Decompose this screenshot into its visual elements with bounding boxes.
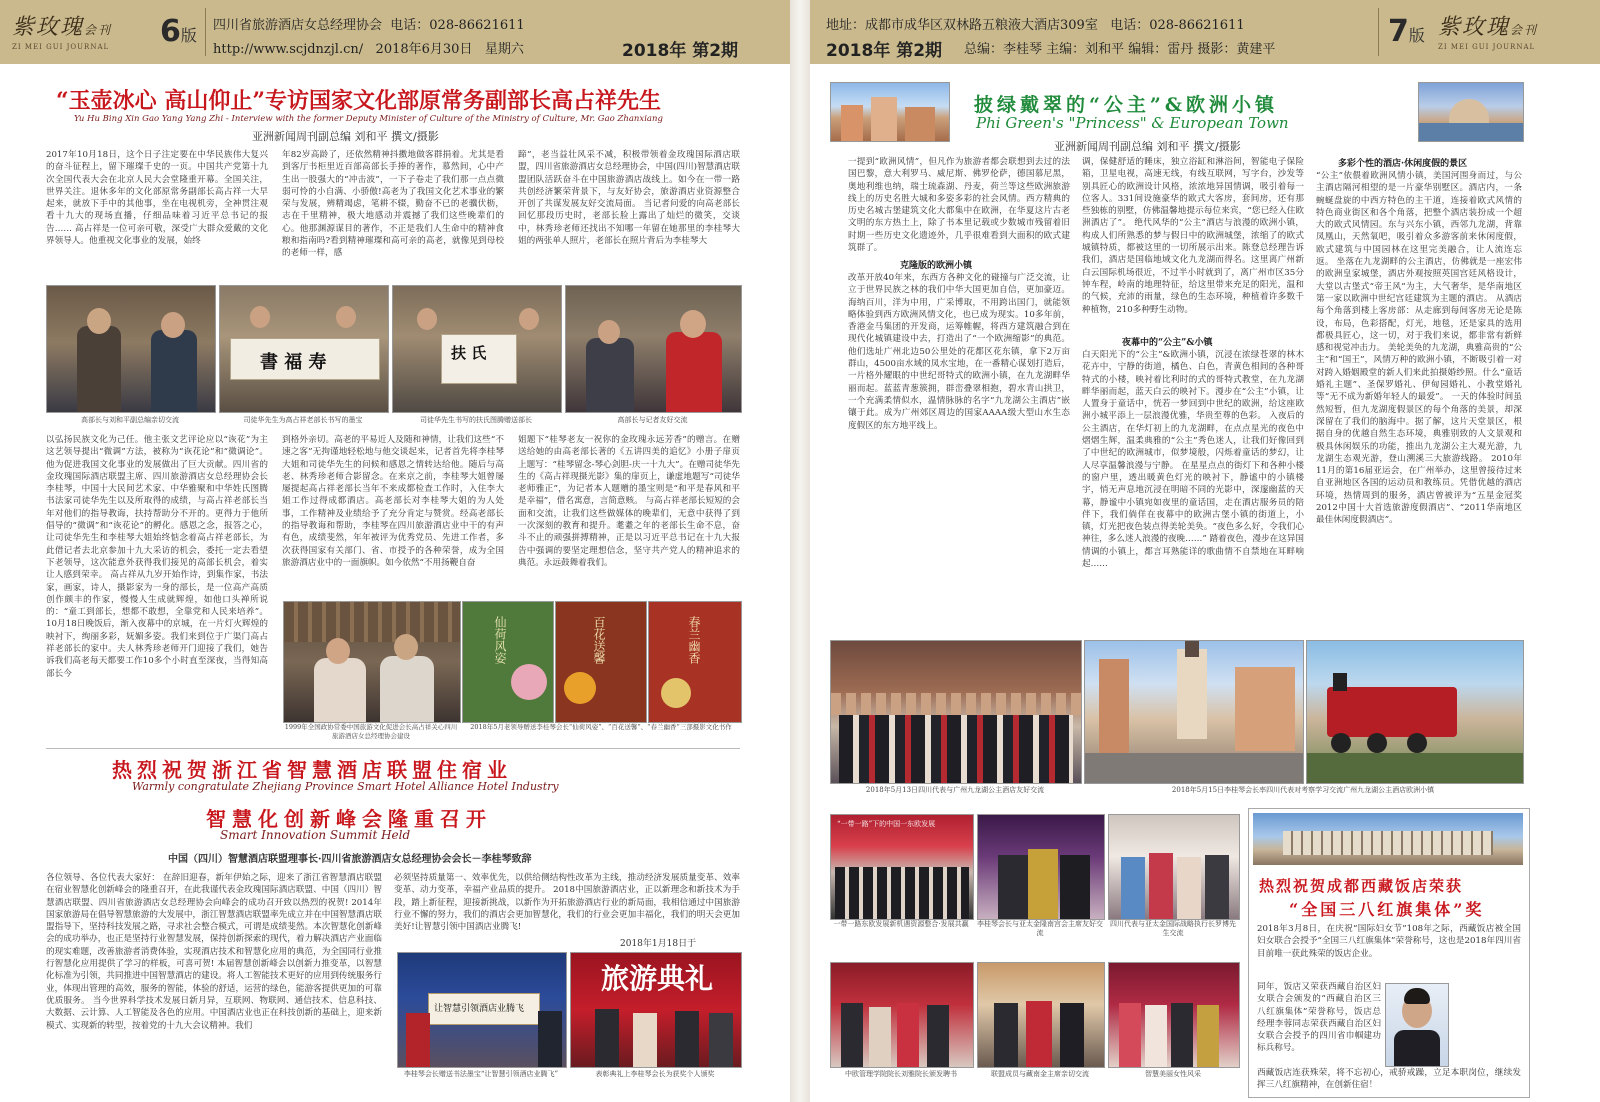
article-column: 以弘扬民族文化为己任。他主张文艺评论应以“诙花”为主这艺领导提出“微调”方法，被称为“诙花论”和“微调论”。他为促进我国文化事业的发展做出了巨大贡献。四川省的金玫瑰国际酒店联盟主席、四川旅游酒店女总经理协会长李桂琴，中国十大民间艺术家、中华雅聚和中华姓氏图腾书法家司徒华先生以及所取得的成绩，与高占祥老部长当年对他们的指导教诲，扶持帮助分不开的。更得力于他所倡导的“微调”和“诙花论”的孵化。感恩之念，报答之心，让司徒华先生和李桂琴大姐始终惦念着高占祥老部长，为此借记者去北京参加十九大采访的机会，委托一定去看望下老领导，这次能意外获得我们接见的高部长机会，着实让人感到荣幸。 高占祥从九岁开始作诗，到集作家，书法家，画家，诗人，摄影家为一身的部长，是一位高产高质创作颇丰的作家，慢慢人生成就辉煌，如他口头禅所说的：“童工到部长，想都不敢想，全靠党和人民来培养”。 10月18日晚饭后，渐入夜幕中的京城，在一片灯火辉煌的映衬下，绚丽多彩，妩媚多姿。我们来到位于广渠门高占祥老部长的家中。夫人林秀珍老师开门迎接了我们，她告诉我们高老每天都要工作10多个小时直至深夜，当得知高部长今 bbox=[46, 435, 268, 679]
article-title: 智慧化创新峰会隆重召开 bbox=[206, 807, 492, 831]
staff-info: 总编：李桂琴 主编：刘和平 编辑：雷丹 摄影：黄建平 bbox=[964, 42, 1276, 57]
article-column: 调，保健舒适的睡床，独立浴缸和淋浴间，智能电子保险箱，卫星电视，高速无线，有线互联网，写字台，沙发等别具匠心的欧洲设计风格，浓浓地异国情调，吸引着每一位客人。331间设施豪华的欧式大客房，套间房，还有那些独栋的别墅，仿佛温馨地提示每位来宾，“您已经入住欧洲酒店了”。 绝代风华的“公主”酒店与浪漫的欧洲小镇，构成人们所熟悉的梦与假日中的欧洲城堡，浓缩了的欧式城镇特质，都被这里的一切所展示出来。陈登总经理告诉我们，酒店是国临地域文化九龙湖而得名。这里离广州新白云国际机场很近，不过半小时就到了，离广州市区35分钟车程，岭南的地理特征，给这里带来充足的阳光，温和的气候，充沛的雨量，绿色的生态环境，种植着许多数千种植物，210多种野生动物。 bbox=[1082, 157, 1304, 315]
article-title: 热烈祝贺浙江省智慧酒店联盟住宿业 bbox=[112, 758, 512, 782]
photo-caption: 表彰典礼上李桂琴会长为获奖个人颁奖 bbox=[595, 1070, 715, 1078]
article-text: 2018年3月8日，在庆祝“国际妇女节”108年之际，西藏饭店被全国妇女联合会授予“全国三八红旗集体”荣誉称号，这也是2018年四川省目前唯一获此殊荣的饭店企业。 bbox=[1257, 924, 1521, 959]
page-number: 7版 bbox=[1388, 14, 1425, 49]
article-title: “全国三八红旗集体”奖 bbox=[1289, 900, 1485, 919]
left-page-header bbox=[0, 0, 790, 64]
photo-grid-item: “一带一路”下的中国一东欧发展 bbox=[830, 814, 974, 920]
article-column: 白天阳光下的“公主”&欧洲小镇，沉浸在浓绿苍翠的林木花卉中，宁静的街道，橘色、白色，青黄色相间的各种哥特式的小楼，映衬着比利时的式的哥特式教堂，在九龙湖畔华丽而起，蓝天白云的映衬下。漫步在“公主”小镇，让人置身于童话中，恍若一梦回到中世纪的欧洲，给这座欧洲小城平添上一层浪漫优雅，华贵至尊的色彩。 入夜后的公主酒店，在华灯初上的九龙湖畔，在点点星光的夜色中熠熠生辉，温柔典雅的“公主”秀色迷人，让我们好像回到了中世纪的欧洲城市，似梦境般，闪烁着童话的梦幻，让人尽享温馨浪漫与宁静。 在星星点点的街灯下和各种小楼的窗户里，透出暖黄色灯光的映衬下，静谧中的小镇楼宇，悄无声息地沉浸在明暗不同的光影中，深邃幽蓝的天幕，静谧中小镇宛如夜里的童话国，走在酒店服务员的陪伴下，我们倘佯在夜幕中的欧洲古堡小镇的街道上，小镇，灯光把夜色装点得美轮美奂。“夜色多么好，令我们心神往，多么迷人浪漫的夜晚……” 踏着夜色，漫步在这异国情调的小镇上，都言耳熟能详的歌曲情不自禁地在耳畔响起…… bbox=[1082, 350, 1304, 570]
article-subtitle: Phi Green's "Princess" & European Town bbox=[976, 114, 1289, 132]
article-column: 姐题下“桂琴老友一祝你的金玫瑰永远芳香”的赠言。在赠送给她的由高老部长著的《五讲四美的追忆》小册子扉页上题写：“桂琴留念-琴心剑胆-庆一十九大”。在赠司徒华先生的《高占祥现摄光影》集的扉页上，谦虚地题写“司徒华老师雅正”，为记者本人题赠的墨宝则是“和平是春风和平是幸福”，借名寓意，言简意赅。 与高占祥老部长短短的会面和交流，让我们这些做媒体的晚辈们，无意中获得了到一次深刻的教育和提升。耄耋之年的老部长生命不息，奋斗不止的顽强拼搏精神，正是以习近平总书记在十九大报告中强调的要坚定理想信念，坚守共产党人的精神追求的典范。永远鼓舞着我们。 bbox=[518, 435, 740, 568]
city-thumbnail bbox=[1418, 82, 1524, 142]
section-divider bbox=[46, 748, 740, 749]
issue-label: 2018年 第2期 bbox=[826, 41, 943, 61]
issue-label: 2018年 第2期 bbox=[622, 41, 739, 61]
section-heading: 克隆版的欧洲小镇 bbox=[900, 261, 973, 271]
page-number: 6版 bbox=[160, 14, 197, 49]
photo-caption: 智慧美丽女性风采 bbox=[1145, 1070, 1201, 1078]
photo-grid-item bbox=[830, 962, 974, 1068]
photo-caption: 2018年5月13日四川代表与广州九龙湖公主酒店友好交流 bbox=[865, 786, 1045, 794]
article-byline: 中国（四川）智慧酒店联盟理事长·四川省旅游酒店女总经理协会会长－李桂琴致辞 bbox=[168, 854, 532, 865]
photo-award-ceremony: 旅游典礼 bbox=[570, 952, 742, 1068]
article-subtitle: Smart Innovation Summit Held bbox=[220, 828, 411, 842]
article-title: 热烈祝贺成都西藏饭店荣获 bbox=[1259, 877, 1464, 895]
left-page bbox=[0, 0, 790, 1102]
photo-reporter bbox=[565, 285, 742, 413]
photo-caption: 四川代表与亚太金国际战略执行长罗博先生交流 bbox=[1110, 920, 1236, 937]
article-subtitle: Warmly congratulate Zhejiang Province Smart Hotel Alliance Hotel Industry bbox=[132, 780, 559, 793]
header-divider bbox=[205, 8, 206, 56]
address-info: 地址：成都市成华区双林路五粮液大酒店309室 电话：028-86621611 bbox=[826, 18, 1245, 33]
photo-grid-item bbox=[1108, 814, 1240, 920]
article-column: 蹄”，老当益壮风采不减，积极带领着金玫瑰国际酒店联盟，四川省旅游酒店女总经理协会，中国(四川)智慧酒店联盟团队活跃奋斗在中国旅游酒店战线上。如今在一带一路共创经济繁荣背景下，与友好协会，旅游酒店业资源整合开创了共谋发展友好交流局面。 当记者问爱的向高老部长回忆那段历史时，老部长脸上露出了灿烂的微笑，交谈中，林秀珍老师还找出不知哪一年留在她那里的李桂琴大姐的两张单人照片，老部长在照片背后为李桂琴大 bbox=[518, 150, 740, 247]
article-text: 西藏饭店连获殊荣，将不忘初心，戒骄戒躁，立足本职岗位，继续发挥三八红旗精神，在创新住宿！ bbox=[1257, 1068, 1521, 1091]
article-column: “公主”依偎着欧洲风情小镇，美国河围身而过，与公主酒店隔河相望的是一片豪华别墅区。酒店内，一条蜿蜒盘旋的中西方特色的主干道，连接着欧式风情的特色商业街区和各个角落，把整个酒店装扮成一个超大的欧式风情园。东与兴东小镇，西邻九龙湖，背靠凤凰山，天然氧吧，吸引着众多游客前来休闲度假，欧式建筑与中国园林在这里完美融合，让人流连忘返。 坐落在九龙湖畔的公主酒店，仿佛就是一座宏伟的欧洲皇家城堡，酒店外观按照英国宫廷风格设计，大堂以古堡式“帝王风”为主，大气奢华，是华南地区第一家以欧洲中世纪宫廷建筑为主题的酒店。 从酒店每个角落到楼上客房部：从走廊到每间客房无论是陈设，布局，色彩搭配，灯光，地毯，还是家具的选用都极具匠心，这一切，对于我们来说，都非常有新鲜感和视觉冲击力。 美轮美奂的九龙湖，典雅高贵的“公主”和“国王”，风情万种的欧洲小镇，不断吸引着一对对跨入婚姻殿堂的新人们来此拍摄婚纱照。什么“童话婚礼主题”、圣保罗婚礼、伊甸园婚礼、小教堂婚礼等“无不成为新婚年轻人的最爱”。 一天的体验时间虽然短暂，但九龙湖度假景区的每个角落的美景，却深深留在了我们的脑海中。据了解，这片天堂景区，根据自身的优越自然生态环境，典雅别致的人文景观和极具休闲娱乐的功能，推出九龙湖公主大观光游，九龙湖生态观光游，登山溯溪三大旅游线路。 2010年11月的第16届亚运会，在广州举办，这里曾接待过来自亚洲地区各国的运动员和教练员。凭借优越的酒店环境，热情周到的服务，酒店曾被评为“五星金冠奖2012中国十大首选旅游度假酒店”、“2011华南地区最佳休闲度假酒店”。 bbox=[1316, 171, 1522, 526]
section-heading: 夜幕中的“公主”&小镇 bbox=[1122, 338, 1213, 348]
award-box bbox=[1248, 808, 1530, 1098]
article-date: 2018年1月18日于 bbox=[620, 939, 697, 949]
photo-totem-gift: 扶 氏 bbox=[392, 285, 562, 413]
photo-caption: 司徒华先生书写的扶氏图腾赠送部长 bbox=[420, 416, 532, 424]
article-title: “玉壶冰心 高山仰止”专访国家文化部原常务副部长高占祥先生 bbox=[56, 88, 661, 114]
article-column: 改革开放40年来，东西方各种文化的碰撞与广泛交流，让立于世界民族之林的我们中华大国更加自信，更加豪迈。海纳百川，洋为中用，广采博取，不用跨出国门，就能领略体验到西方欧洲风情文化，也已成为现实。10多年前，香港金马集团的开发商，运筹帷幄，将西方建筑融合到在现代化城镇建设中去，打造出了“一个欧洲缩影”的典范。他们选址广州北边50公里处的花都区花东镇，拿下2万亩群山，4500亩水域的凤水宝地，在一番精心谋划打造后，一片格外耀眼的中世纪哥特式的欧洲小镇，在九龙湖畔华丽而起。蓝蓝青葱簇拥，群峦叠翠相抱，碧水青山拱卫，一个充满柔情似水，温情脉脉的名字“九龙湖公主酒店”嵌镶于此。成为广州郊区周边的国家AAAA级大型山水生态度假区的东方地平线上。 bbox=[848, 273, 1070, 431]
association-info: 四川省旅游酒店女总经理协会 电话：028-86621611 bbox=[213, 18, 525, 33]
header-divider bbox=[1378, 8, 1379, 56]
town-thumbnail bbox=[830, 82, 950, 142]
right-page bbox=[810, 0, 1600, 1102]
photo-caption: 2018年5月老领导赠送李桂琴会长“仙荷风姿”、“百花送馨”、“春兰幽香”三部摄影文化书作 bbox=[470, 723, 732, 731]
photo-caption: 高部长与记者友好交流 bbox=[617, 416, 688, 424]
book-cover-flowers: 百花送馨 bbox=[555, 601, 647, 723]
photo-sightseeing-train bbox=[1306, 640, 1524, 784]
section-heading: 多彩个性的酒店·休闲度假的景区 bbox=[1338, 159, 1468, 169]
photo-group-exchange bbox=[830, 640, 1082, 784]
article-column: 年82岁高龄了，还依然精神抖擞地做客群捐着。尤其是看到客厅书柜里近百部高部长手捧的著作，慕然间，心中产生出一股强大的“冲击波”，一下子卷走了我们那一点点微弱可怜的小自满、小骄傲!高老为了我国文化艺术事业的繁荣与发展，辨精竭虑，笔耕不辍，勤奋不已的老骥伏枥，志在千里精神，极大地感动并震撼了我们这些晚辈们的心。他那渊源谋目的著作，不正是我们人生命中的精神食粮和指南吗?看到精神璀璨和高可亲的高老，就像见到母校的老师一样，感 bbox=[282, 150, 504, 259]
photo-caption: 中欧管理学院院长刘雅院长颁发聘书 bbox=[845, 1070, 957, 1078]
book-cover-orchid: 春兰幽香 bbox=[648, 601, 742, 723]
photo-grid-item bbox=[1108, 962, 1240, 1068]
manager-portrait bbox=[1385, 983, 1449, 1067]
photo-calligraphy-presentation: 让智慧引领酒店业腾飞 bbox=[397, 952, 567, 1068]
article-column: 各位领导、各位代表大家好： 在辞旧迎春，新年伊始之际，迎来了浙江省智慧酒店联盟在宿业智慧化创新峰会的隆重召开，在此我谨代表金玫瑰国际酒店联盟、中国（四川）智慧酒店联盟、四川省旅游酒店女总经理协会向峰会的成功召开致以热烈的祝贺! 2014年国家旅游局在倡导智慧旅游的大发展中，浙江智慧酒店联盟率先成立并在中国智慧酒店联盟指导下，坚持科技发展之路，寻求社会整合模式，可谓是成绩斐然。本次智慧化创新峰会的成功举办，也正是坚持行业智慧发展，保持创新探索的现代，着力解决酒店产业面临的现实难题，改善旅游者消费体验，实现酒店技术和智慧化应用的典范，为全国同行业推行智慧化应用提供了学习的样板，可喜可贺! 本届智慧创新峰会以创新力推变革，以智慧化标准为引领，共同推进中国智慧酒店的建设。将人工智能技术更好的应用到传统服务行业，体现出管理的高效，服务的智能，体验的舒适，运营的绿色，能游客提供更加的可靠优质服务。 当今世界科学技术发展日新月异，互联网、物联网、通信技术、信息科技、大数据、云计算、人工智能及各色的应用。中国酒店业也正在科技创新的基础上，迎来新模式、实现新的转型，按着党的十九大会议精神。我们 bbox=[46, 873, 382, 1031]
article-byline: 亚洲新闻周刊副总编 刘和平 撰文/摄影 bbox=[252, 130, 439, 143]
article-column: 一提到“欧洲风情”，但凡作为旅游者都会联想到去过的法国巴黎，意大利罗马、威尼斯、佛罗伦萨，德国慕尼黑，奥地利维也纳，瑞士琉森湖、丹麦，荷兰等这些欧洲旅游线上的历史名胜大城和多姿多彩的社会风情。西方精典的历史名城古堡建筑文化大都集中在欧洲，在华夏这片古老文明的东方热土上，除了书本里记载或少数城市残留着旧时期一些历史文化遗迹外，几乎很难看到大面积的欧式建筑群了。 bbox=[848, 157, 1070, 254]
photo-european-street bbox=[1084, 640, 1304, 784]
photo-caption: 一带一路东欧发展新机遇资源整合·发展共赢 bbox=[833, 920, 969, 928]
article-byline: 亚洲新闻周刊副总编 刘和平 撰文/摄影 bbox=[1054, 140, 1241, 153]
article-subtitle: Yu Hu Bing Xin Gao Yang Yang Zhi - Interview with the former Deputy Minister of Culture of the Ministry of Culture, Mr. Gao Zhanxiang bbox=[74, 114, 663, 124]
photo-caption: 李桂琴会长与亚太金隆南宫会主席友好交流 bbox=[977, 920, 1103, 937]
article-text: 同年，饭店又荣获西藏自治区妇女联合会颁发的“西藏自治区三八红旗集体”荣誉称号，饭店总经理李蓉同志荣获西藏自治区妇女联合会授予的四川省巾帼建功标兵称号。 bbox=[1257, 982, 1381, 1054]
photo-caption: 高部长与刘和平副总编亲切交流 bbox=[81, 416, 179, 424]
journal-logo: 紫玫瑰会刊 ZI MEI GUI JOURNAL bbox=[12, 15, 113, 51]
photo-calligraphy-gift: 書 福 寿 bbox=[219, 285, 389, 413]
article-title: 披绿戴翠的“公主”&欧洲小镇 bbox=[974, 94, 1279, 116]
hotel-photo bbox=[1253, 813, 1523, 865]
article-column: 到格外亲切。高老的平易近人及随和神情，让我们这些“不速之客”无拘谨地轻松地与他交谈起来，记者首先将李桂琴大姐和司徒华先生的问候和感恩之情转达给他。随后与高老、林秀珍老师合影留念。在来京之前，李桂琴大姐曾屡屡提起高占祥老部长当年不来成都检查工作时，入住李大姐工作过得成都酒店。高老部长对李桂琴大姐的为人处事，工作精神及业绩给予了充分肯定与赞赏。经高老部长的指导教诲和帮助，李桂琴在四川旅游酒店业中干的有声有色，成绩斐然，年年被评为优秀党员、先进工作者，多次获得国家有关部门、省、市授予的各种荣誉，成为全国旅游酒店业中的一面旗帜。如今依然“不用扬鞭自奋 bbox=[282, 435, 504, 568]
photo-caption: 司徒华先生为高占祥老部长书写的墨宝 bbox=[243, 416, 363, 424]
photo-interview bbox=[46, 285, 216, 413]
photo-caption: 1999年全国政协常委中国旅游文化促进会长高占祥关心四川旅游酒店女总经理协会建设 bbox=[284, 723, 458, 740]
book-cover-lotus: 仙荷风姿 bbox=[462, 601, 554, 723]
photo-caption: 联盟成员与藏南金主席亲切交流 bbox=[991, 1070, 1089, 1078]
photo-1999-meeting bbox=[283, 601, 461, 723]
journal-logo: 紫玫瑰会刊 ZI MEI GUI JOURNAL bbox=[1438, 15, 1539, 51]
photo-caption: 2018年5月15日李桂琴会长率四川代表对考察学习交流广州九龙湖公主酒店欧洲小镇 bbox=[1171, 786, 1435, 794]
website-date: http://www.scjdnzjl.cn/ 2018年6月30日 星期六 bbox=[213, 42, 524, 57]
photo-grid-item bbox=[977, 962, 1105, 1068]
right-page-header bbox=[810, 0, 1600, 64]
photo-grid-item bbox=[977, 814, 1105, 920]
article-column: 必须坚持质量第一、效率优先，以供给侧结构性改革为主线，推动经济发展质量变革、效率变革、动力变革，幸福产业品质的提升。 2018中国旅游酒店业，正以新理念和新技术为手段，踏上新征程，迎接新挑战，以新作为开拓旅游酒店行业的新局面，我相信通过中国旅游行业不懈的努力，我们的酒店会更加智慧化，我们的行业会更加丰福化，我们的明天会更加美好!让智慧引领中国酒店业腾飞! bbox=[394, 873, 740, 933]
photo-caption: 李桂琴会长赠送书法墨宝“让智慧引领酒店业腾飞” bbox=[403, 1070, 559, 1078]
article-column: 2017年10月18日，这个日子注定要在中华民族伟大复兴的奋斗征程上，留下璀璨千史的一页。中国共产党第十九次全国代表大会在北京人民大会堂隆重开幕。全国关注，世界关注。退休多年的文化部原常务副部长高占祥一大早起来，就放下手中的其他事，坐在电视机旁，全神贯注观看十九大的现场直播，仔细品味着习近平总书记的报告…… 高占祥是一位可亲可敬，深受广大群众爱戴的文化界领导人。他重视文化事业的发展，始终 bbox=[46, 150, 268, 247]
page-gutter bbox=[790, 0, 810, 1102]
